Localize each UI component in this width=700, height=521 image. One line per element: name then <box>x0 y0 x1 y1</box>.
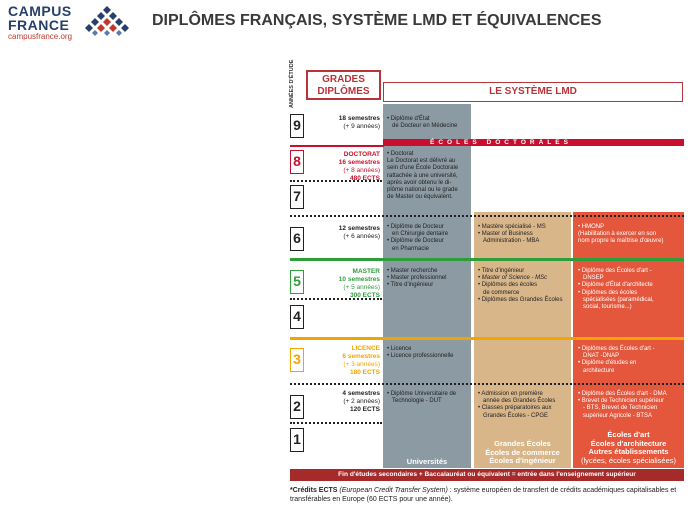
cell-text: • Admission en première <box>478 391 543 397</box>
separator-line <box>290 215 684 217</box>
cell-text: • Diplôme de Docteur <box>387 224 444 230</box>
cell-text: de Docteur en Médecine <box>392 123 458 130</box>
year-number: 3 <box>290 348 304 372</box>
grandes-admission <box>478 391 570 420</box>
cell-text: • Diplôme des Écoles d'art - <box>578 268 652 274</box>
cell-text: en Pharmacie <box>392 245 430 252</box>
cell-text: nom propre la maîtrise d'œuvre) <box>578 238 664 245</box>
cell-text: • Classes préparatoires aux <box>478 405 552 412</box>
grades-header-line2: DIPLÔMES <box>317 86 370 97</box>
cell-text: • Brevet de Technicien supérieur <box>578 398 665 405</box>
art-hmonp <box>578 224 682 246</box>
separator-line <box>290 422 382 424</box>
footer-text: (lycées, écoles spécialisées) <box>580 455 677 465</box>
cell-text: - BTS, Brevet de Technicien <box>583 405 658 412</box>
cell-text: de Master ou équivalent. <box>387 194 453 201</box>
logo-emblem-icon <box>74 4 140 36</box>
cell-text: social, tourisme...) <box>583 304 632 311</box>
footer-text: Grandes Écoles <box>494 439 551 448</box>
grade-text: 6 semestres <box>342 353 380 360</box>
cell-text: Le Doctorat est délivré au <box>387 158 456 165</box>
grade-12-semestres <box>292 225 380 241</box>
cell-text: • Doctorat <box>387 151 414 157</box>
grade-text: LICENCE <box>351 345 380 352</box>
cell-text: Technologie - DUT <box>392 398 442 405</box>
grade-4-semestres <box>292 390 380 414</box>
footer-text: Écoles d'art <box>607 430 650 439</box>
cell-text: rattachée à une université, <box>387 172 458 179</box>
cell-text: (Habilitation à exercer en son <box>578 231 657 238</box>
grades-header-line1: GRADES <box>322 74 365 85</box>
grade-licence <box>292 345 380 377</box>
logo[interactable] <box>8 4 138 42</box>
cell-text: • Titre d'ingénieur <box>387 282 434 289</box>
grade-doctorat <box>292 151 380 183</box>
cell-text: DNSEP <box>583 275 604 282</box>
cell-text: supérieur Agricole - BTSA <box>583 412 653 419</box>
grade-text: 18 semestres <box>338 115 380 122</box>
year-number: 4 <box>290 305 304 329</box>
cell-text: • HMONP <box>578 224 605 230</box>
note-italic: (European Credit Transfer System) <box>337 487 448 494</box>
cell-text: • Master recherche <box>387 268 438 274</box>
cell-text: année des Grandes Écoles <box>483 398 556 405</box>
cell-text: • Licence professionnelle <box>387 353 454 360</box>
year-number: 6 <box>290 227 304 251</box>
cell-text: • Diplôme de Docteur <box>387 238 444 245</box>
cell-text: plôme national ou le grade <box>387 187 458 194</box>
grade-text: (+ 5 années) <box>343 284 380 291</box>
separator-line <box>290 383 684 385</box>
grades-header <box>306 70 381 100</box>
univ-doctorat <box>387 151 471 201</box>
grade-18-semestres <box>292 115 380 131</box>
grandes-year6 <box>478 224 570 246</box>
cell-text: architecture <box>583 367 615 374</box>
univ-year6 <box>387 224 471 253</box>
logo-url: campusfrance.org <box>8 32 73 41</box>
cell-text: • Diplôme Universitaire de <box>387 391 457 397</box>
cell-text: • Diplôme d'État <box>387 116 430 122</box>
years-label-text: ANNÉES D'ÉTUDE <box>289 59 295 108</box>
art-bts <box>578 391 682 420</box>
cell-text: • Diplôme d'État d'architecte <box>578 282 653 289</box>
grade-text: 10 semestres <box>338 276 380 283</box>
grade-text: (+ 9 années) <box>343 123 380 130</box>
cell-text: • Master of Business <box>478 231 533 238</box>
master-line <box>290 258 684 261</box>
year-number: 2 <box>290 395 304 419</box>
footer-text: Autres établissements <box>588 447 669 456</box>
year-number: 7 <box>290 185 304 209</box>
baccalaureat-bar: Fin d'études secondaires + Baccalauréat ou équivalent = entrée dans l'enseignement supérieur <box>290 469 684 481</box>
grade-text: 180 ECTS <box>350 369 380 376</box>
grandes-master <box>478 268 572 304</box>
cell-text: sein d'une École Doctorale <box>387 165 459 172</box>
cell-text: • Master of Science - MSc <box>478 275 548 282</box>
cell-text: Grandes Écoles - CPGE <box>483 412 549 419</box>
cell-text: DNAT -DNAP <box>583 353 620 360</box>
note-bold: *Crédits ECTS <box>290 487 338 494</box>
univ-year9 <box>387 116 469 130</box>
years-axis-label <box>289 50 299 110</box>
universites-label: Universités <box>406 457 448 466</box>
cell-text: après avoir obtenu le di- <box>387 179 452 186</box>
footer-text: Écoles de commerce <box>485 447 560 457</box>
ecoles-art-label <box>573 431 684 465</box>
grade-text: (+ 8 années) <box>343 167 380 174</box>
cell-text: • Master professionnel <box>387 275 447 282</box>
cell-text: en Chirurgie dentaire <box>392 231 449 238</box>
logo-line2: FRANCE <box>8 17 70 33</box>
licence-line <box>290 337 684 340</box>
cell-text: • Diplômes des écoles <box>478 282 538 289</box>
logo-line1: CAMPUS <box>8 3 72 19</box>
cell-text: • Licence <box>387 346 412 352</box>
univ-dut <box>387 391 471 405</box>
lmd-header: LE SYSTÈME LMD <box>383 82 683 102</box>
grade-text: DOCTORAT <box>343 151 380 158</box>
cell-text: Administration - MBA <box>483 238 540 245</box>
grade-text: 480 ECTS <box>350 175 380 182</box>
grade-text: 300 ECTS <box>350 292 380 299</box>
grade-text: MASTER <box>352 268 380 275</box>
year-number: 9 <box>290 114 304 138</box>
grade-text: (+ 2 années) <box>343 398 380 405</box>
cell-text: • Diplômes des Écoles d'art - <box>578 346 655 352</box>
page-title: DIPLÔMES FRANÇAIS, SYSTÈME LMD ET ÉQUIVALENCES <box>152 12 602 29</box>
grade-text: (+ 6 années) <box>343 233 380 240</box>
grade-text: 4 semestres <box>342 390 380 397</box>
univ-licence <box>387 346 471 360</box>
univ-master <box>387 268 471 290</box>
art-master <box>578 268 682 311</box>
grade-text: 12 semestres <box>338 225 380 232</box>
cell-text: spécialisées (paramédical, <box>583 296 654 303</box>
grade-text: 120 ECTS <box>350 406 380 413</box>
ects-footnote <box>290 486 690 504</box>
cell-text: • Diplômes des Grandes Écoles <box>478 296 563 303</box>
cell-text: • Diplôme des Écoles d'art - DMA <box>578 391 667 397</box>
grade-master <box>292 268 380 300</box>
cell-text: • Titre d'ingénieur <box>478 268 525 274</box>
footer-text: Écoles d'ingénieur <box>489 456 556 465</box>
ecoles-doctorales-label: ÉCOLES DOCTORALES <box>430 139 572 146</box>
footer-text: Écoles d'architecture <box>590 438 667 448</box>
grade-text: (+ 3 années) <box>343 361 380 368</box>
grade-text: 16 semestres <box>338 159 380 166</box>
cell-text: de commerce <box>483 289 520 296</box>
year-number: 1 <box>290 428 304 452</box>
year-number: 5 <box>290 270 304 294</box>
cell-text: • Diplôme d'études en <box>578 360 637 367</box>
cell-text: • Diplômes des écoles <box>578 289 638 296</box>
note-text: : système européen de transfert de crédits académiques capitalisables et transférables en Europe (60 ECTS pour une année). <box>290 487 677 503</box>
cell-text: • Mastère spécialisé - MS <box>478 224 546 230</box>
grandes-ecoles-label <box>474 440 571 466</box>
year-number: 8 <box>290 150 304 174</box>
art-licence <box>578 346 682 375</box>
doctorat-line <box>290 145 384 147</box>
grandes-ecoles-column <box>474 212 571 468</box>
